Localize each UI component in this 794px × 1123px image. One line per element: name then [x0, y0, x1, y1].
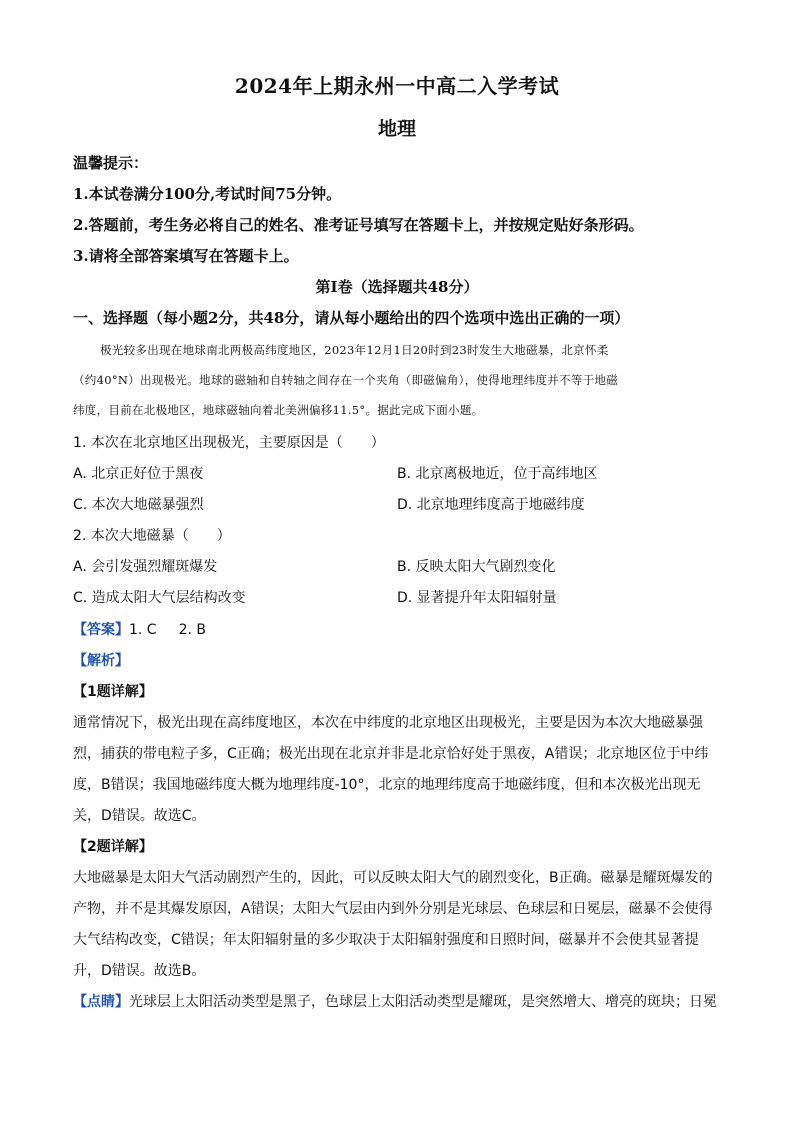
- answer-q1: 1. C: [129, 622, 157, 638]
- question-1-option-d: D. 北京地理纬度高于地磁纬度: [397, 497, 585, 513]
- question-1-stem: 1. 本次在北京地区出现极光，主要原因是（ ）: [73, 435, 385, 451]
- tip-row: [73, 991, 717, 1011]
- detail-1-line-1: 通常情况下，极光出现在高纬度地区，本次在中纬度的北京地区出现极光，主要是因为本次大地磁暴强: [73, 715, 703, 731]
- notice-item-3: 3.请将全部答案填写在答题卡上。: [73, 247, 299, 265]
- question-1-option-b: B. 北京离极地近，位于高纬地区: [397, 466, 598, 482]
- detail-2-line-4: 升，D错误。故选B。: [73, 963, 206, 979]
- detail-1-line-4: 关，D错误。故选C。: [73, 808, 206, 824]
- detail-1-label: 【1题详解】: [73, 684, 153, 700]
- question-2-stem: 2. 本次大地磁暴（ ）: [73, 528, 231, 544]
- passage-line-1: 极光较多出现在地球南北两极高纬度地区，2023年12月1日20时到23时发生大地磁暴，北京怀柔: [100, 343, 609, 357]
- volume-heading: 第Ⅰ卷（选择题共48分）: [315, 278, 479, 296]
- answer-label: 【答案】: [73, 622, 129, 638]
- tip-label: 【点睛】: [73, 994, 129, 1010]
- detail-1-line-3: 度，B错误；我国地磁纬度大概为地理纬度-10°，北京的地理纬度高于地磁纬度，但和本次极光出现无: [73, 777, 701, 793]
- subject-title: 地理: [377, 118, 416, 140]
- notice-item-2: 2.答题前，考生务必将自己的姓名、准考证号填写在答题卡上，并按规定贴好条形码。: [73, 216, 644, 234]
- question-1-option-a: A. 北京正好位于黑夜: [73, 466, 204, 482]
- detail-1-line-2: 烈，捕获的带电粒子多，C正确；极光出现在北京并非是北京恰好处于黑夜，A错误；北京地区位于中纬: [73, 746, 709, 762]
- analysis-label: 【解析】: [73, 653, 129, 669]
- exam-title: 2024年上期永州一中高二入学考试: [234, 74, 560, 98]
- section-heading: 一、选择题（每小题2分，共48分，请从每小题给出的四个选项中选出正确的一项）: [73, 309, 630, 327]
- question-2-option-d: D. 显著提升年太阳辐射量: [397, 590, 557, 606]
- detail-2-line-1: 大地磁暴是太阳大气活动剧烈产生的，因此，可以反映太阳大气的剧烈变化，B正确。磁暴是耀斑爆发的: [73, 870, 713, 886]
- analysis-label-row: [73, 650, 129, 670]
- answer-q2: 2. B: [178, 622, 207, 638]
- notice-heading: 温馨提示：: [73, 154, 149, 172]
- question-2-option-c: C. 造成太阳大气层结构改变: [73, 590, 246, 606]
- tip-text: 光球层上太阳活动类型是黑子，色球层上太阳活动类型是耀斑，是突然增大、增亮的斑块；日冕: [129, 994, 717, 1010]
- detail-1-label-row: [73, 681, 153, 701]
- question-2-option-b: B. 反映太阳大气剧烈变化: [397, 559, 556, 575]
- passage-line-2: （约40°N）出现极光。地球的磁轴和自转轴之间存在一个夹角（即磁偏角），使得地理纬度并不等于地磁: [73, 373, 619, 387]
- detail-2-line-3: 大气结构改变，C错误；年太阳辐射量的多少取决于太阳辐射强度和日照时间，磁暴并不会使其显著提: [73, 932, 699, 948]
- detail-2-label-row: [73, 836, 153, 856]
- detail-2-line-2: 产物，并不是其爆发原因，A错误；太阳大气层由内到外分别是光球层、色球层和日冕层，磁暴不会使得: [73, 901, 713, 917]
- detail-2-label: 【2题详解】: [73, 839, 153, 855]
- notice-item-1: 1.本试卷满分100分,考试时间75分钟。: [73, 185, 342, 203]
- passage-line-3: 纬度，目前在北极地区，地球磁轴向着北美洲偏移11.5°。据此完成下面小题。: [73, 403, 484, 417]
- question-1-option-c: C. 本次大地磁暴强烈: [73, 497, 204, 513]
- question-2-option-a: A. 会引发强烈耀斑爆发: [73, 559, 218, 575]
- answer-row: [73, 619, 206, 639]
